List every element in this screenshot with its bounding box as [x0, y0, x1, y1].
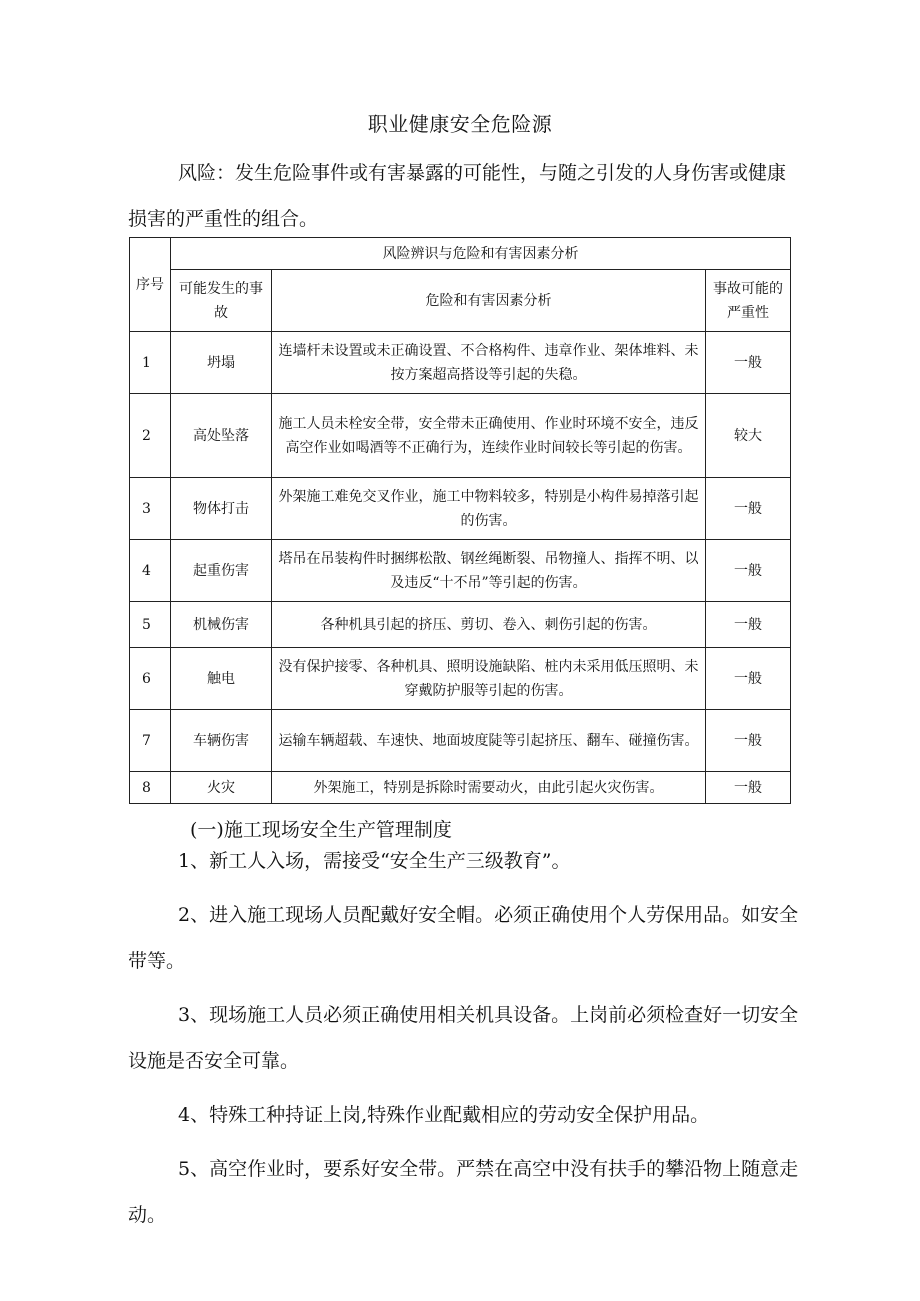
header-severity: 事故可能的严重性 [706, 270, 791, 332]
rule-item: 3、现场施工人员必须正确使用相关机具设备。上岗前必须检查好一切安全设施是否安全可靠。 [128, 1004, 799, 1072]
header-no: 序号 [130, 238, 171, 332]
row-no: 7 [130, 710, 171, 772]
row-analysis: 塔吊在吊装构件时捆绑松散、钢丝绳断裂、吊物撞人、指挥不明、以及违反“十不吊”等引起的伤害。 [272, 540, 706, 602]
header-accident: 可能发生的事故 [171, 270, 272, 332]
section-heading: (一)施工现场安全生产管理制度 [190, 819, 452, 841]
row-no: 5 [130, 602, 171, 648]
row-accident: 坍塌 [171, 332, 272, 394]
row-no: 2 [130, 394, 171, 478]
table-row [130, 772, 791, 804]
row-no: 3 [130, 478, 171, 540]
row-analysis: 外架施工难免交叉作业，施工中物料较多，特别是小构件易掉落引起的伤害。 [272, 478, 706, 540]
risk-definition: 风险：发生危险事件或有害暴露的可能性，与随之引发的人身伤害或健康损害的严重性的组合。 [128, 162, 787, 230]
row-no: 6 [130, 648, 171, 710]
row-severity: 一般 [706, 540, 791, 602]
row-severity: 较大 [706, 394, 791, 478]
table-row [130, 602, 791, 648]
row-analysis: 运输车辆超载、车速快、地面坡度陡等引起挤压、翻车、碰撞伤害。 [272, 710, 706, 772]
row-accident: 触电 [171, 648, 272, 710]
table-row [130, 394, 791, 478]
table-row [130, 540, 791, 602]
row-no: 4 [130, 540, 171, 602]
row-analysis: 连墙杆未设置或未正确设置、不合格构件、违章作业、架体堆料、未按方案超高搭设等引起的失稳。 [272, 332, 706, 394]
rule-item: 4、特殊工种持证上岗,特殊作业配戴相应的劳动安全保护用品。 [178, 1104, 710, 1126]
table-row [130, 478, 791, 540]
table-header-row-2 [130, 270, 791, 332]
row-accident: 起重伤害 [171, 540, 272, 602]
row-severity: 一般 [706, 772, 791, 804]
row-accident: 物体打击 [171, 478, 272, 540]
row-analysis: 没有保护接零、各种机具、照明设施缺陷、桩内未采用低压照明、未穿戴防护服等引起的伤害。 [272, 648, 706, 710]
row-severity: 一般 [706, 332, 791, 394]
row-severity: 一般 [706, 710, 791, 772]
row-no: 1 [130, 332, 171, 394]
table-row [130, 710, 791, 772]
table-row [130, 648, 791, 710]
table-header-row-1 [130, 238, 791, 270]
section-items [128, 838, 808, 1246]
row-accident: 车辆伤害 [171, 710, 272, 772]
page-title: 职业健康安全危险源 [367, 112, 553, 136]
row-severity: 一般 [706, 478, 791, 540]
rule-item: 5、高空作业时，要系好安全带。严禁在高空中没有扶手的攀沿物上随意走动。 [128, 1158, 799, 1226]
row-analysis: 施工人员未栓安全带，安全带未正确使用、作业时环境不安全，违反高空作业如喝酒等不正确行为，连续作业时间较长等引起的伤害。 [272, 394, 706, 478]
header-group: 风险辨识与危险和有害因素分析 [171, 238, 791, 270]
row-severity: 一般 [706, 648, 791, 710]
row-analysis: 各种机具引起的挤压、剪切、卷入、刺伤引起的伤害。 [272, 602, 706, 648]
row-accident: 火灾 [171, 772, 272, 804]
row-severity: 一般 [706, 602, 791, 648]
header-analysis: 危险和有害因素分析 [272, 270, 706, 332]
row-no: 8 [130, 772, 171, 804]
rule-item: 1、新工人入场，需接受“安全生产三级教育”。 [178, 850, 571, 872]
row-accident: 机械伤害 [171, 602, 272, 648]
row-accident: 高处坠落 [171, 394, 272, 478]
rule-item: 2、进入施工现场人员配戴好安全帽。必须正确使用个人劳保用品。如安全带等。 [128, 904, 799, 972]
risk-table [129, 237, 791, 804]
row-analysis: 外架施工，特别是拆除时需要动火，由此引起火灾伤害。 [272, 772, 706, 804]
table-row [130, 332, 791, 394]
